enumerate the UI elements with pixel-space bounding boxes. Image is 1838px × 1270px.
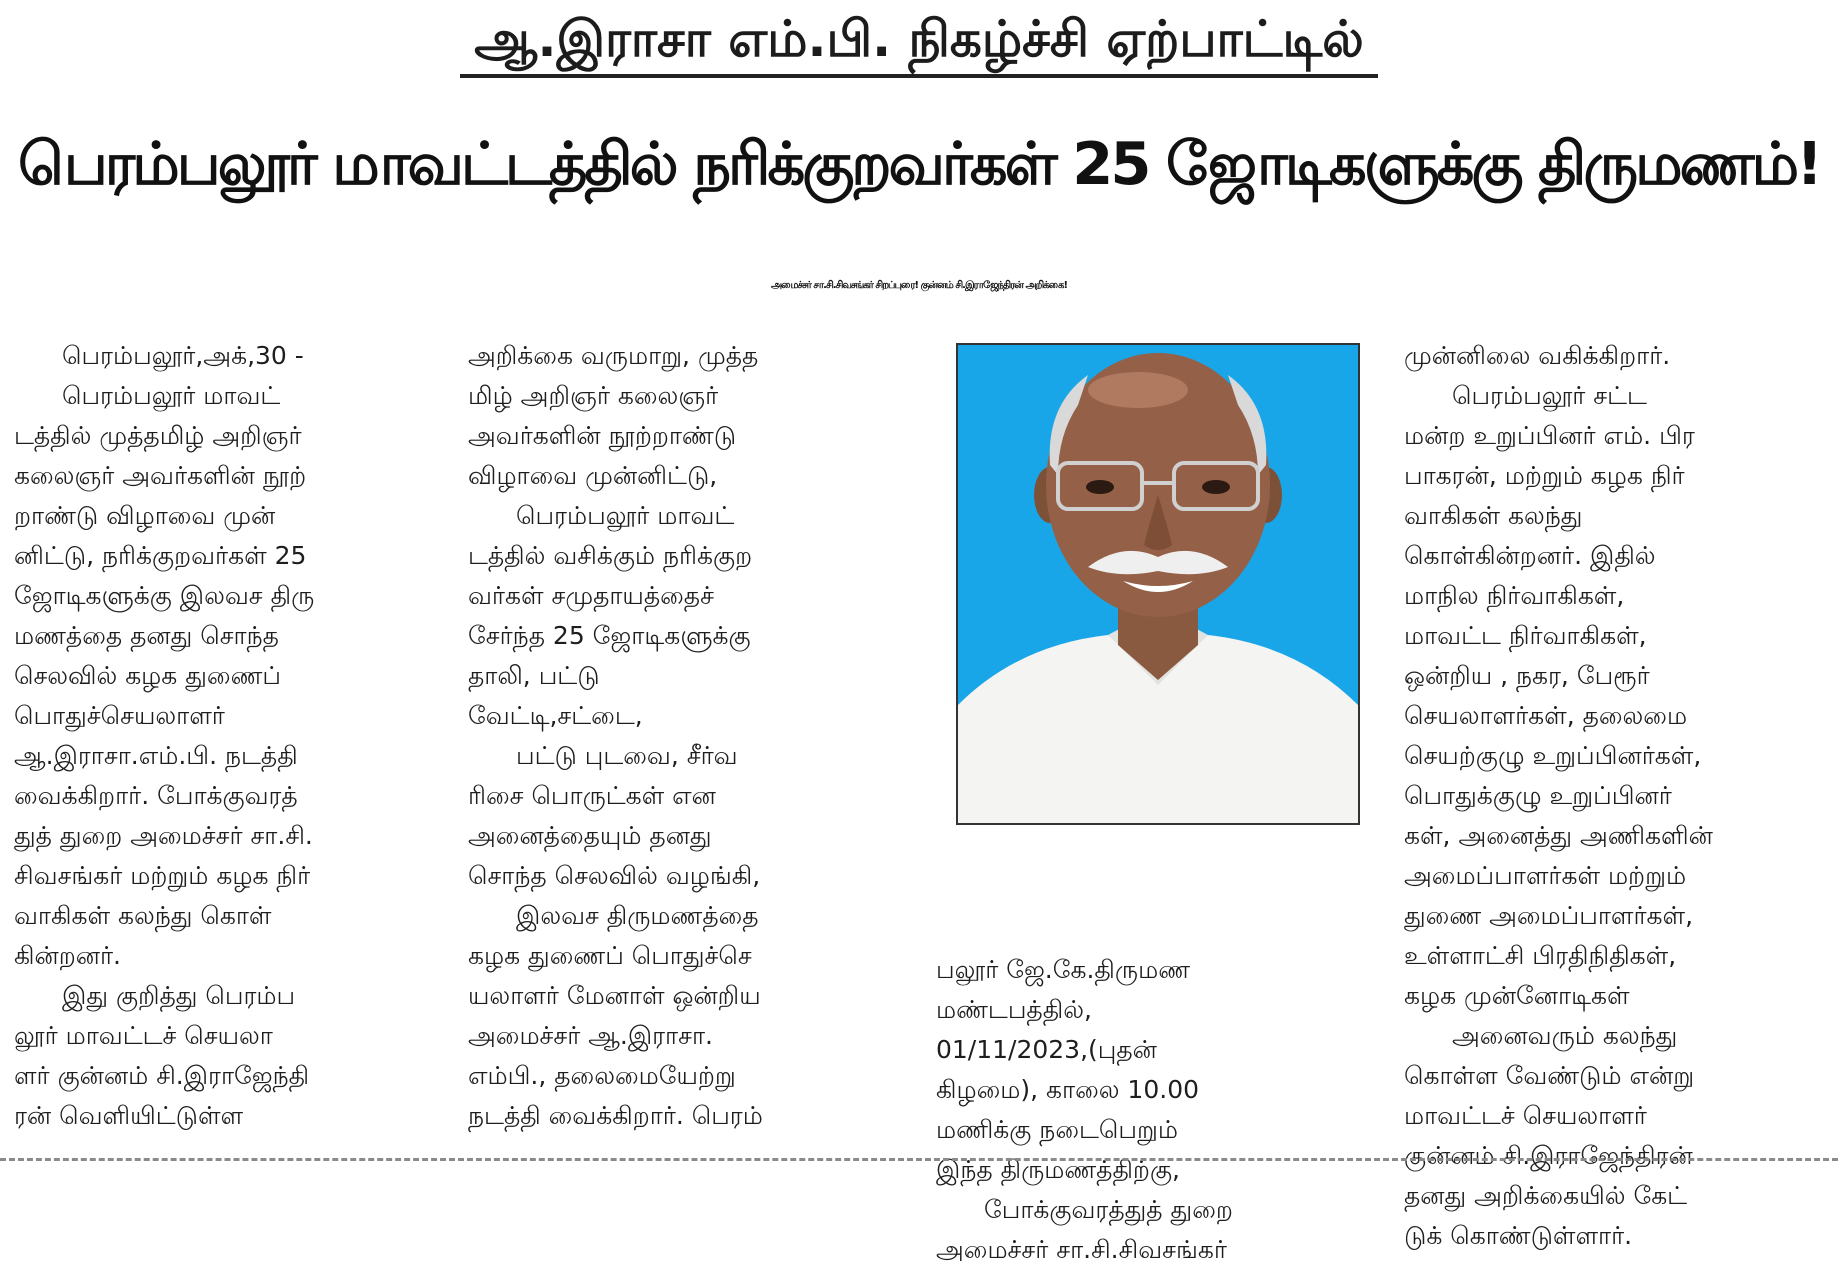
article-line: குன்னம் சி.இராஜேந்திரன் [1404,1141,1693,1170]
article-line: ஆ.இராசா.எம்.பி. நடத்தி [14,741,298,770]
article-line: முன்னிலை வகிக்கிறார். [1404,341,1671,370]
article-line: இந்த திருமணத்திற்கு, [936,1155,1180,1184]
article-line: அனைவரும் கலந்து [1452,1021,1678,1050]
article-line: 01/11/2023,(புதன் [936,1035,1157,1064]
page-divider [0,1158,1838,1161]
article-line: கொள்கின்றனர். இதில் [1404,541,1656,570]
article-column-2 [468,336,910,1136]
article-line: கள், அனைத்து அணிகளின் [1404,821,1713,850]
article-line: செயலாளர்கள், தலைமை [1404,701,1688,730]
article-line: வாகிகள் கலந்து [1404,501,1583,530]
article-line: மாநில நிர்வாகிகள், [1404,581,1625,610]
article-line: உள்ளாட்சி பிரதிநிதிகள், [1404,941,1677,970]
article-line: யலாளர் மேனாள் ஒன்றிய [468,981,761,1010]
article-line: சேர்ந்த 25 ஜோடிகளுக்கு [468,621,751,650]
article-line: அனைத்தையும் தனது [468,821,712,850]
article-line: நடத்தி வைக்கிறார். பெரம் [468,1101,763,1130]
article-line: அமைச்சர் சா.சி.சிவசங்கர் [936,1235,1227,1264]
article-line: வைக்கிறார். போக்குவரத் [14,781,298,810]
article-line: பெரம்பலூர்,அக்,30 - [62,341,304,370]
article-line: டத்தில் முத்தமிழ் அறிஞர் [14,421,302,450]
subheadline: அமைச்சர் சா.சி.சிவசங்கர் சிறப்புரை! குன்னம் சி.இராஜேந்திரன் அறிக்கை! [770,280,1067,291]
article-line: கின்றனர். [14,941,121,970]
article-line: எம்பி., தலைமையேற்று [468,1061,736,1090]
article-line: ஒன்றிய , நகர, பேரூர் [1404,661,1650,690]
article-line: கழக துணைப் பொதுச்செ [468,941,752,970]
article-line: டுக் கொண்டுள்ளார். [1404,1221,1633,1250]
article-line: வேட்டி,சட்டை, [468,701,643,730]
kicker-text: ஆ.இராசா எம்.பி. நிகழ்ச்சி ஏற்பாட்டில் [460,6,1378,78]
article-line: தனது அறிக்கையில் கேட் [1404,1181,1688,1210]
article-line: விழாவை முன்னிட்டு, [468,461,718,490]
article-line: இலவச திருமணத்தை [516,901,759,930]
article-line: மிழ் அறிஞர் கலைஞர் [468,381,719,410]
article-line: துணை அமைப்பாளர்கள், [1404,901,1694,930]
article-line: அவர்களின் நூற்றாண்டு [468,421,737,450]
article-column-4 [1404,336,1834,1256]
article-line: அமைச்சர் ஆ.இராசா. [468,1021,713,1050]
article-line: கிழமை), காலை 10.00 [936,1075,1200,1104]
headline: பெரம்பலூர் மாவட்டத்தில் நரிக்குறவர்கள் 25 ஜோடிகளுக்கு திருமணம்! [17,129,1821,198]
article-line: றாண்டு விழாவை முன் [14,501,276,530]
article-line: பொதுச்செயலாளர் [14,701,225,730]
article-line: பாகரன், மற்றும் கழக நிர் [1404,461,1685,490]
article-line: ளர் குன்னம் சி.இராஜேந்தி [14,1061,310,1090]
article-line: லூர் மாவட்டச் செயலா [14,1021,273,1050]
article-line: னிட்டு, நரிக்குறவர்கள் 25 [14,541,307,570]
article-line: செயற்குழு உறுப்பினர்கள், [1404,741,1702,770]
article-line: மாவட்டச் செயலாளர் [1404,1101,1647,1130]
article-column-3 [936,950,1378,1270]
article-line: பெரம்பலூர் சட்ட [1452,381,1647,410]
article-line: சிவசங்கர் மற்றும் கழக நிர் [14,861,311,890]
article-line: கொள்ள வேண்டும் என்று [1404,1061,1695,1090]
article-line: பெரம்பலூர் மாவட் [62,381,281,410]
article-line: ரன் வெளியிட்டுள்ள [14,1101,244,1130]
article-column-1 [14,336,450,1136]
article-line: இது குறித்து பெரம்ப [62,981,296,1010]
article-line: துத் துறை அமைச்சர் சா.சி. [14,821,313,850]
article-line: வர்கள் சமுதாயத்தைச் [468,581,714,610]
article-line: மணத்தை தனது சொந்த [14,621,279,650]
article-line: மண்டபத்தில், [936,995,1092,1024]
article-line: கழக முன்னோடிகள் [1404,981,1630,1010]
article-line: அமைப்பாளர்கள் மற்றும் [1404,861,1687,890]
article-line: சொந்த செலவில் வழங்கி, [468,861,761,890]
portrait-photo [956,343,1360,825]
kicker-line [0,6,1838,86]
article-line: பெரம்பலூர் மாவட் [516,501,735,530]
article-line: கலைஞர் அவர்களின் நூற் [14,461,307,490]
portrait-illustration [958,345,1358,823]
article-line: மன்ற உறுப்பினர் எம். பிர [1404,421,1695,450]
article-line: பலூர் ஜே.கே.திருமண [936,955,1191,984]
article-line: மணிக்கு நடைபெறும் [936,1115,1178,1144]
article-line: பொதுக்குழு உறுப்பினர் [1404,781,1672,810]
article-line: போக்குவரத்துத் துறை [984,1195,1233,1224]
article-line: செலவில் கழக துணைப் [14,661,281,690]
article-line: மாவட்ட நிர்வாகிகள், [1404,621,1647,650]
article-line: ரிசை பொருட்கள் என [468,781,716,810]
article-line: தாலி, பட்டு [468,661,600,690]
article-line: ஜோடிகளுக்கு இலவச திரு [14,581,315,610]
article-line: அறிக்கை வருமாறு, முத்த [468,341,759,370]
article-line: பட்டு புடவை, சீர்வ [516,741,738,770]
article-line: டத்தில் வசிக்கும் நரிக்குற [468,541,753,570]
article-line: வாகிகள் கலந்து கொள் [14,901,272,930]
